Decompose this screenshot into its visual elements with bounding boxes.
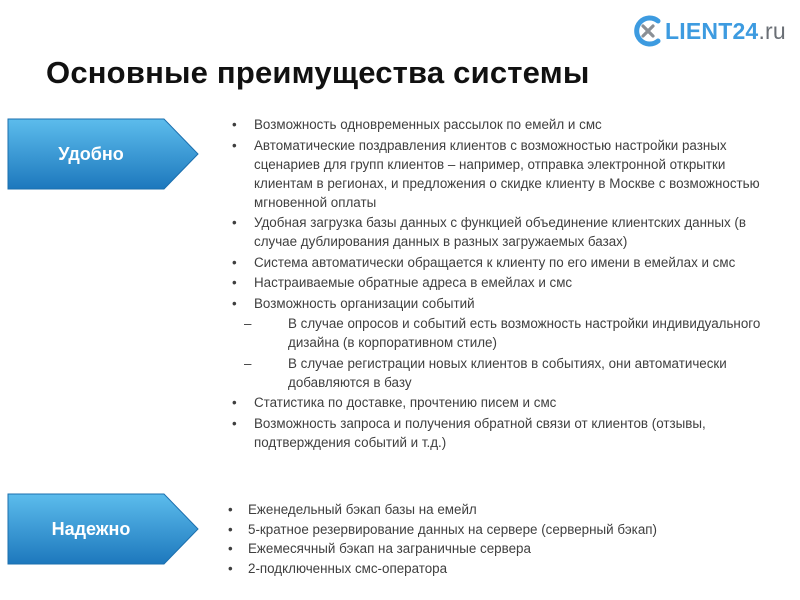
reliable-list [228, 500, 768, 578]
list-item: • Возможность запроса и получения обратной связи от клиентов (отзывы, подтверждения событий и т.д.) [232, 414, 772, 452]
list-item: • 2-подключенных смс-оператора [228, 559, 768, 579]
logo-domain: .ru [758, 17, 786, 44]
list-item: • Настраиваемые обратные адреса в емейлах и смс [232, 273, 772, 292]
sub-list-item: – В случае опросов и событий есть возможность настройки индивидуального дизайна (в корпоративном стиле) [232, 314, 772, 352]
tag-label: Надежно [51, 518, 131, 539]
tag-label: Удобно [58, 143, 124, 164]
list-item: • 5-кратное резервирование данных на сервере (серверный бэкап) [228, 520, 768, 540]
section-tag-convenient [6, 117, 200, 191]
list-item: • Ежемесячный бэкап на заграничные сервера [228, 539, 768, 559]
sub-list [232, 314, 772, 392]
list-item: • Статистика по доставке, прочтению писем и смс [232, 393, 772, 412]
list-item: • Еженедельный бэкап базы на емейл [228, 500, 768, 520]
list-item-text: Возможность организации событий [254, 295, 475, 311]
list-item [232, 294, 772, 392]
client24-logo [634, 14, 786, 48]
client24-logo-mark-icon [634, 15, 664, 47]
sub-list-item: – В случае регистрации новых клиентов в событиях, они автоматически добавляются в базу [232, 354, 772, 392]
convenient-list [232, 115, 772, 453]
slide-title: Основные преимущества системы [46, 55, 590, 90]
list-item: • Возможность одновременных рассылок по емейл и смс [232, 115, 772, 134]
list-item: • Система автоматически обращается к клиенту по его имени в емейлах и смс [232, 253, 772, 272]
list-item: • Удобная загрузка базы данных с функцией объединение клиентских данных (в случае дублирования данных в разных загружаемых базах) [232, 213, 772, 251]
logo-text [665, 18, 786, 45]
section-tag-reliable [6, 492, 200, 566]
list-item: • Автоматические поздравления клиентов с возможностью настройки разных сценариев для групп клиентов – например, отправка электронной открытки клиентам в регионах, и предложения о скидке клиенту в Москве с возможностью мгновенной оплаты [232, 136, 772, 212]
logo-brand: LIENT24 [665, 17, 759, 44]
